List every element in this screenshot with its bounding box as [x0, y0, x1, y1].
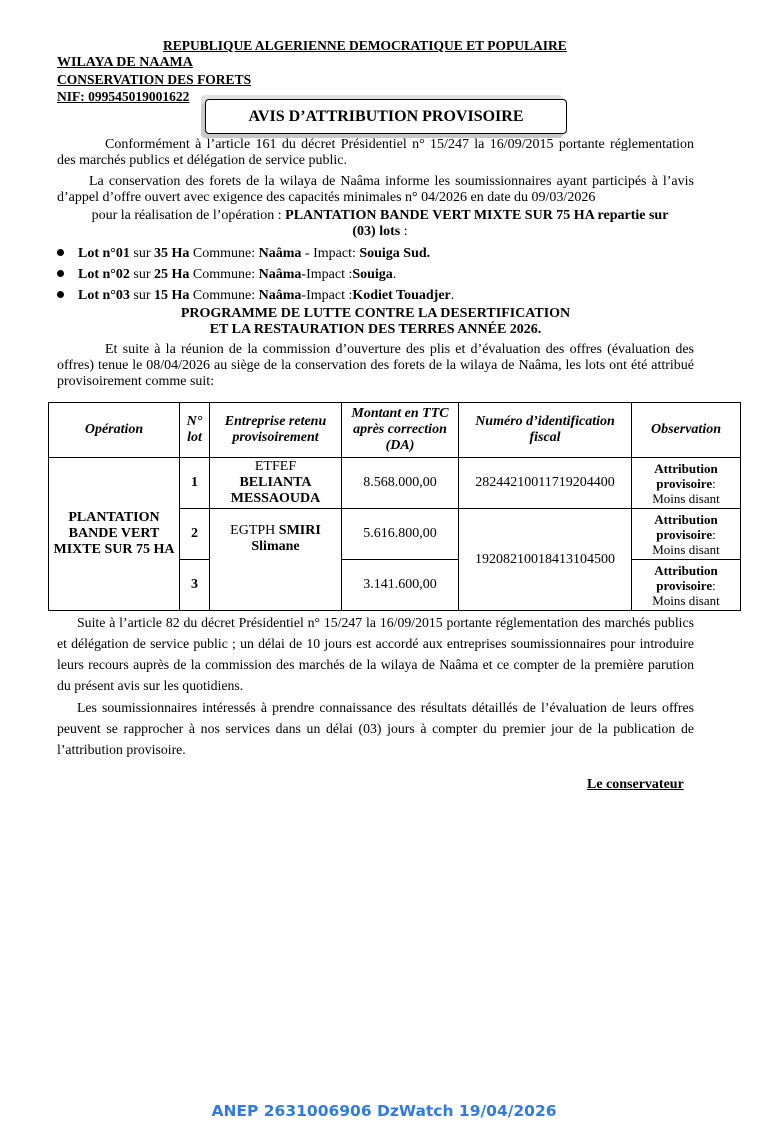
- entreprise-cell: ETFEF BELIANTA MESSAOUDA: [210, 458, 342, 509]
- bullet-icon: [57, 249, 64, 256]
- operation-cell: PLANTATION BANDE VERT MIXTE SUR 75 HA: [49, 458, 180, 611]
- header-observation: Observation: [632, 403, 741, 458]
- montant-cell: 5.616.800,00: [342, 509, 459, 560]
- programme-title: [57, 306, 694, 338]
- montant-cell: 3.141.600,00: [342, 560, 459, 611]
- signature: Le conservateur: [587, 777, 684, 792]
- commission-paragraph: Et suite à la réunion de la commission d’ouverture des plis et d’évaluation des offres (évaluation des offres) tenue le 08/04/2026 au siège de la conservation des forets de la wilaya de Naâma, les lots ont été attribué provisoirement comme suit:: [57, 342, 694, 389]
- intro-paragraph-2: La conservation des forets de la wilaya de Naâma informe les soumissionnaires ayant participés à l’avis d’appel d’offre ouvert avec exigence des capacités minimales n° 04/2026 en date du 09/03/2026: [57, 174, 694, 205]
- montant-cell: 8.568.000,00: [342, 458, 459, 509]
- nif-cell: 19208210018413104500: [459, 509, 632, 611]
- nif-header: NIF: 099545019001622: [57, 89, 190, 104]
- entreprise-cell: EGTPH SMIRI Slimane: [210, 509, 342, 611]
- observation-cell: Attribution provisoire: Moins disant: [632, 458, 741, 509]
- header-lot: N° lot: [180, 403, 210, 458]
- header-entreprise: Entreprise retenu provisoirement: [210, 403, 342, 458]
- observation-cell: Attribution provisoire: Moins disant: [632, 509, 741, 560]
- lot-item-2: Lot n°02 sur 25 Ha Commune: Naâma-Impact :Souiga.: [57, 267, 396, 283]
- wilaya-header: WILAYA DE NAAMA: [57, 55, 193, 70]
- bullet-icon: [57, 270, 64, 277]
- recours-paragraph: Suite à l’article 82 du décret Présidentiel n° 15/247 la 16/09/2015 portante réglementation des marchés publics et délégation de service public ; un délai de 10 jours est accordé aux entreprises soumissionnaires pour introduire leurs recours auprès de la commission des marchés de la wilaya de Naâma et ce compter de la première parution du présent avis sur les quotidiens.: [57, 615, 694, 693]
- republic-header: REPUBLIQUE ALGERIENNE DEMOCRATIQUE ET POPULAIRE: [163, 38, 567, 53]
- header-nif: Numéro d’identification fiscal: [459, 403, 632, 458]
- operation-name: PLANTATION BANDE VERT MIXTE SUR 75 HA repartie sur (03) lots: [285, 208, 669, 239]
- programme-line-2: ET LA RESTAURATION DES TERRES ANNÉE 2026.: [209, 322, 542, 337]
- lot-item-1: Lot n°01 sur 35 Ha Commune: Naâma - Impact: Souiga Sud.: [57, 246, 430, 262]
- header-montant: Montant en TTC après correction (DA): [342, 403, 459, 458]
- resultats-paragraph: Les soumissionnaires intéressés à prendre connaissance des résultats détaillés de l’évaluation de leurs offres peuvent se rapprocher à nos services dans un délai (03) jours à compter du premier jour de la publication de l’attribution provisoire.: [57, 700, 694, 757]
- intro-paragraph-3: [85, 208, 675, 240]
- attribution-table: [48, 402, 741, 611]
- programme-line-1: PROGRAMME DE LUTTE CONTRE LA DESERTIFICATION: [180, 306, 571, 321]
- operation-prefix: pour la réalisation de l’opération :: [91, 208, 286, 223]
- observation-cell: Attribution provisoire: Moins disant: [632, 560, 741, 611]
- lot-cell: 1: [180, 458, 210, 509]
- notice-title: AVIS D’ATTRIBUTION PROVISOIRE: [205, 99, 567, 134]
- footer-reference: ANEP 2631006906 DzWatch 19/04/2026: [211, 1102, 557, 1120]
- lot-cell: 3: [180, 560, 210, 611]
- bullet-icon: [57, 291, 64, 298]
- table-row: [49, 458, 741, 509]
- conservation-header: CONSERVATION DES FORETS: [57, 72, 252, 87]
- header-operation: Opération: [49, 403, 180, 458]
- lot-cell: 2: [180, 509, 210, 560]
- lot-item-3: Lot n°03 sur 15 Ha Commune: Naâma-Impact :Kodiet Touadjer.: [57, 288, 454, 304]
- intro-paragraph-1: Conformément à l’article 161 du décret Présidentiel n° 15/247 la 16/09/2015 portante réglementation des marchés publics et délégation de service public.: [57, 137, 694, 168]
- operation-suffix: :: [400, 224, 408, 239]
- table-header-row: [49, 403, 741, 458]
- nif-cell: 28244210011719204400: [459, 458, 632, 509]
